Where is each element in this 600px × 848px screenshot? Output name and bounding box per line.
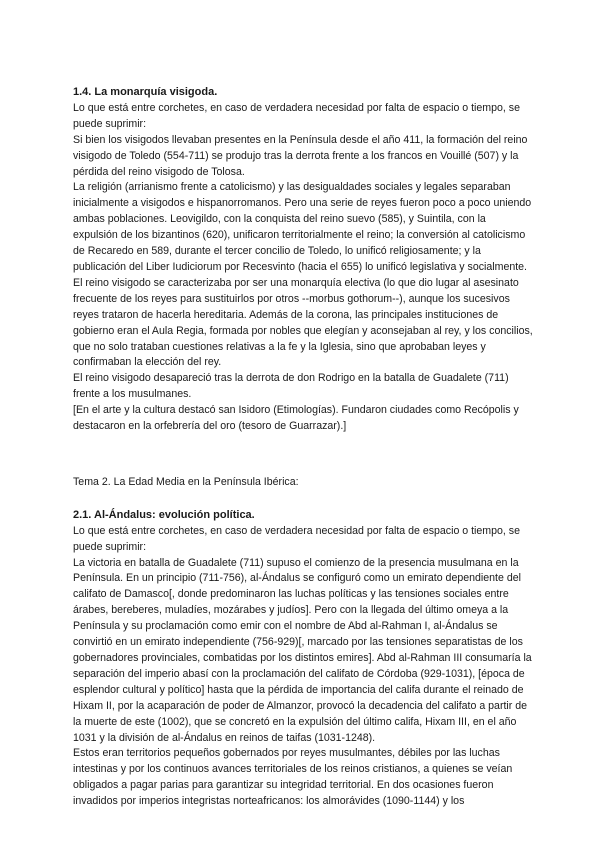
paragraph-monarquia-electiva: El reino visigodo se caracterizaba por ser una monarquía electiva (lo que dio lugar al asesinato frecuente de los reyes para sustituirlos por otros --morbus gothorum--), aunque los sucesivos reyes trataron de hacerla hereditaria. Además de la corona, las principales instituciones de gobierno eran el Aula Regia, formada por nobles que elegían y aconsejaban al rey, y los concilios, que no solo trataban cuestiones relativas a la fe y la Iglesia, sino que aprobaban leyes y confirmaban la elección del rey.: [73, 276, 533, 369]
paragraph-unificacion: La religión (arrianismo frente a catolicismo) y las desigualdades sociales y legales separaban inicialmente a visigodos e hispanorromanos. Pero una serie de reyes fueron poco a poco uniendo ambas poblaciones. Leovigildo, con la conquista del reino suevo (585), y Suintila, con la expulsión de los bizantinos (620), unificaron territorialmente el reino; la conversión al catolicismo de Recaredo en 589, durante el tercer concilio de Toledo, lo unificó religiosamente; y la publicación del Liber Iudiciorum por Recesvinto (hacia el 655) lo unificó legislativa y socialmente.: [73, 181, 532, 273]
paragraph-desaparicion: El reino visigodo desapareció tras la derrota de don Rodrigo en la batalla de Guadalete (711) frente a los musulmanes.: [73, 372, 509, 401]
paragraph-intro-note: Lo que está entre corchetes, en caso de verdadera necesidad por falta de espacio o tiempo, se puede suprimir:: [73, 101, 520, 130]
section-gap: [73, 435, 533, 475]
paragraph-intro-note-2: Lo que está entre corchetes, en caso de verdadera necesidad por falta de espacio o tiempo, se puede suprimir:: [73, 524, 520, 553]
section-heading-al-andalus: 2.1. Al-Ándalus: evolución política.: [73, 508, 255, 521]
paragraph-reino-toledo: Si bien los visigodos llevaban presentes en la Península desde el año 411, la formación del reino visigodo de Toledo (554-711) se produjo tras la derrota frente a los francos en Vouillé (507) y la pérdida del reino visigodo de Tolosa.: [73, 133, 528, 178]
document-page: [73, 85, 533, 810]
paragraph-arte-cultura: [En el arte y la cultura destacó san Isidoro (Etimologías). Fundaron ciudades como Recópolis y destacaron en la orfebrería del oro (tesoro de Guarrazar).]: [73, 404, 519, 433]
tema-gap: [73, 491, 533, 508]
section-heading-monarquia-visigoda: 1.4. La monarquía visigoda.: [73, 86, 218, 98]
tema-title: Tema 2. La Edad Media en la Península Ibérica:: [73, 475, 299, 488]
paragraph-reinos-taifas: Estos eran territorios pequeños gobernados por reyes musulmantes, débiles por las luchas intestinas y por los continuos avances territoriales de los reinos cristianos, a quienes se veían obligados a pagar parias para garantizar su integridad territorial. En dos ocasiones fueron invadidos por imperios integristas norteafricanos: los almorávides (1090-1144) y los: [73, 747, 513, 808]
paragraph-evolucion-politica: La victoria en batalla de Guadalete (711) supuso el comienzo de la presencia musulmana en la Península. En un principio (711-756), al-Ándalus se configuró como un emirato dependiente del califato de Damasco[, donde predominaron las luchas políticas y las tensiones sociales entre árabes, bereberes, muladíes, mozárabes y judíos]. Pero con la llegada del último omeya a la Península y su proclamación como emir con el nombre de Abd al-Rahman I, al-Ándalus se convirtió en un emirato independiente (756-929)[, marcado por las tensiones separatistas de los gobernadores provinciales, combatidas por los distintos emires]. Abd al-Rahman III consumaría la separación del imperio abasí con la proclamación del califato de Córdoba (929-1031), [época de esplendor cultural y político] hasta que la pérdida de importancia del califa durante el reinado de Hixam II, por la acaparación de poder de Almanzor, provocó la decadencia del califato a partir de la muerte de este (1002), que se concretó en la expulsión del último califa, Hixam III, en el año 1031 y la división de al-Ándalus en reinos de taifas (1031-1248).: [73, 556, 532, 744]
